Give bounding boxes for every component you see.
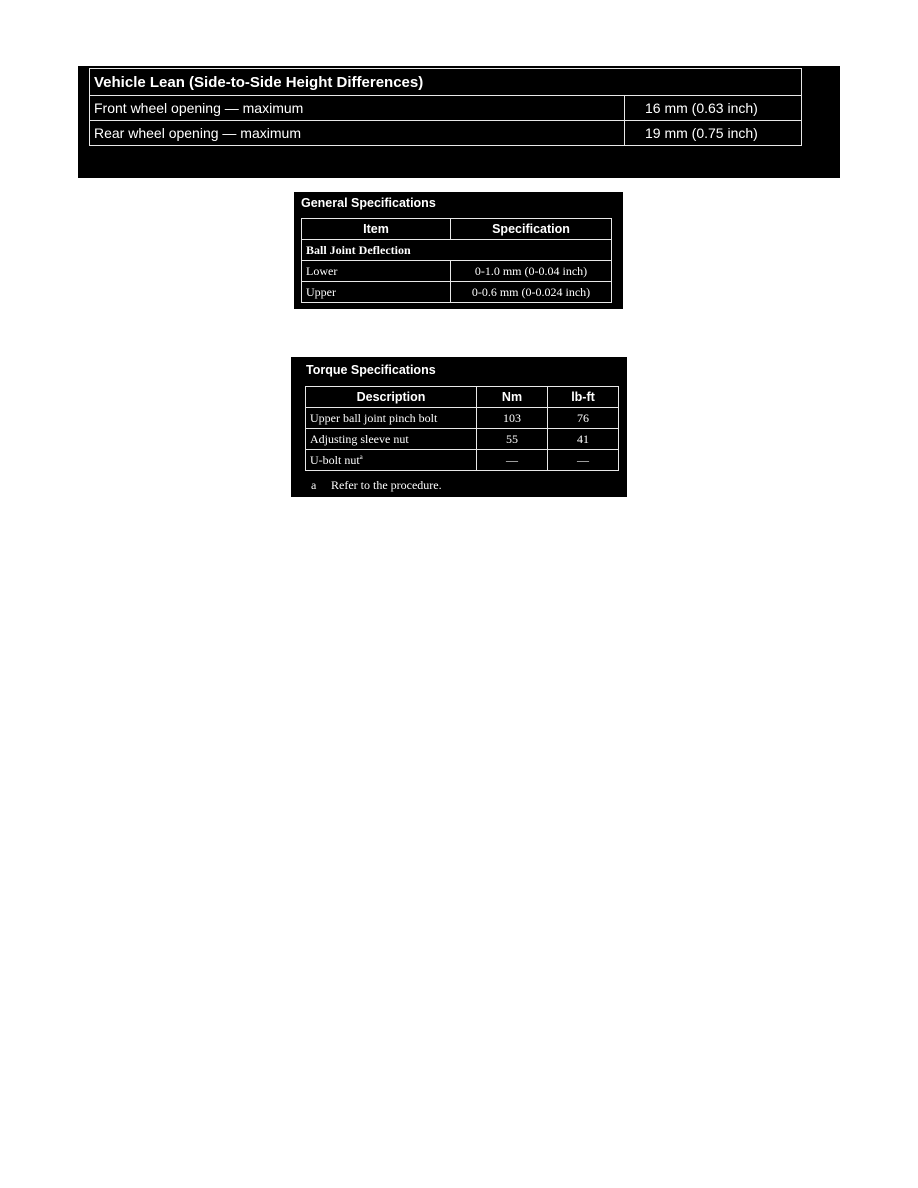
general-specs-panel (294, 192, 623, 309)
torque-specs-table (305, 386, 619, 471)
table-row (306, 450, 619, 471)
row-spec: 0-0.6 mm (0-0.024 inch) (451, 282, 612, 303)
table-row (90, 121, 802, 146)
torque-specs-title: Torque Specifications (306, 363, 436, 377)
footnote-ref: a (359, 452, 363, 461)
row-lbft: 41 (548, 429, 619, 450)
header-description: Description (306, 387, 477, 408)
section-label: Ball Joint Deflection (302, 240, 612, 261)
row-lbft: 76 (548, 408, 619, 429)
row-label: Front wheel opening — maximum (90, 96, 625, 121)
section-row (302, 240, 612, 261)
table-row (90, 96, 802, 121)
row-description-cell (306, 450, 477, 471)
row-item: Lower (302, 261, 451, 282)
row-description: Adjusting sleeve nut (306, 429, 477, 450)
row-description: Upper ball joint pinch bolt (306, 408, 477, 429)
row-value: 16 mm (0.63 inch) (625, 96, 802, 121)
header-lbft: lb-ft (548, 387, 619, 408)
table-row (306, 408, 619, 429)
table-row (302, 282, 612, 303)
footnote (311, 478, 442, 493)
row-item: Upper (302, 282, 451, 303)
row-nm: 55 (477, 429, 548, 450)
general-specs-table (301, 218, 612, 303)
row-description: U-bolt nut (310, 452, 360, 467)
torque-specs-panel (291, 357, 627, 497)
row-nm: — (477, 450, 548, 471)
vehicle-lean-title: Vehicle Lean (Side-to-Side Height Differences) (90, 69, 802, 96)
row-value: 19 mm (0.75 inch) (625, 121, 802, 146)
footnote-text: Refer to the procedure. (331, 478, 442, 492)
header-item: Item (302, 219, 451, 240)
row-lbft: — (548, 450, 619, 471)
vehicle-lean-panel (78, 66, 840, 178)
table-row (302, 261, 612, 282)
row-nm: 103 (477, 408, 548, 429)
table-header-row (302, 219, 612, 240)
vehicle-lean-table (89, 68, 802, 146)
header-nm: Nm (477, 387, 548, 408)
row-label: Rear wheel opening — maximum (90, 121, 625, 146)
header-specification: Specification (451, 219, 612, 240)
table-title-row (90, 69, 802, 96)
footnote-marker: a (311, 478, 317, 492)
row-spec: 0-1.0 mm (0-0.04 inch) (451, 261, 612, 282)
table-row (306, 429, 619, 450)
general-specs-title: General Specifications (301, 196, 436, 210)
table-header-row (306, 387, 619, 408)
